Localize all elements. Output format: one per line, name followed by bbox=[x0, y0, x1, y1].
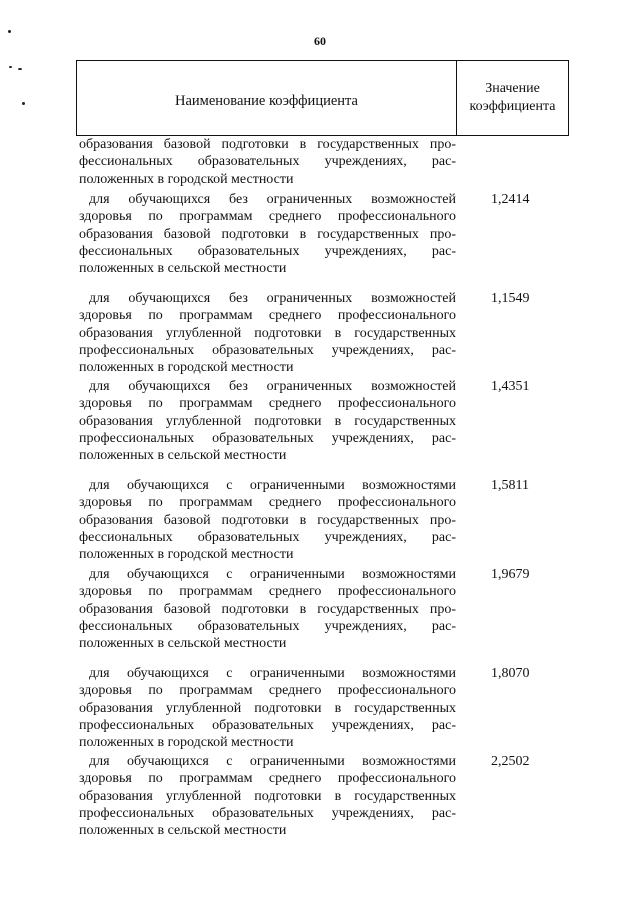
column-header-value bbox=[457, 61, 568, 135]
table-row bbox=[79, 378, 549, 464]
description-line: образования базовой подготовки в государственных про- bbox=[79, 601, 456, 617]
description-line: образования углубленной подготовки в государственных bbox=[79, 413, 456, 429]
description-line: для обучающихся с ограниченными возможностями bbox=[89, 478, 456, 493]
column-header-name: Наименование коэффициента bbox=[77, 61, 457, 135]
column-header-value-line2: коэффициента bbox=[469, 99, 556, 114]
coefficient-value: 2,2502 bbox=[491, 754, 530, 769]
description-line: для обучающихся с ограниченными возможностями bbox=[89, 666, 456, 681]
description-line: образования базовой подготовки в государственных про- bbox=[79, 512, 456, 528]
coefficient-description bbox=[79, 753, 456, 839]
description-line: образования углубленной подготовки в государственных bbox=[79, 325, 456, 341]
description-line: положенных в городской местности bbox=[79, 360, 294, 376]
table-row bbox=[79, 753, 549, 839]
coefficient-description bbox=[79, 566, 456, 652]
description-line: фессиональных образовательных учреждениях, рас- bbox=[79, 618, 456, 634]
description-line: профессиональных образовательных учреждениях, рас- bbox=[79, 342, 456, 358]
table-header bbox=[76, 60, 569, 136]
description-line: здоровья по программам среднего профессионального bbox=[79, 683, 456, 699]
coefficient-description bbox=[79, 191, 456, 277]
scan-speck bbox=[22, 102, 25, 105]
table-row bbox=[79, 665, 549, 751]
coefficient-description bbox=[79, 136, 456, 188]
table-row bbox=[79, 191, 549, 277]
coefficient-description bbox=[79, 477, 456, 563]
scan-speck bbox=[18, 68, 22, 70]
description-line: для обучающихся без ограниченных возможностей bbox=[89, 291, 456, 306]
description-line: положенных в сельской местности bbox=[79, 823, 287, 839]
description-line: образования базовой подготовки в государственных про- bbox=[79, 137, 456, 152]
description-line: здоровья по программам среднего профессионального bbox=[79, 209, 456, 225]
coefficient-value: 1,5811 bbox=[491, 478, 529, 493]
description-line: положенных в сельской местности bbox=[79, 636, 287, 652]
description-line: для обучающихся с ограниченными возможностями bbox=[89, 567, 456, 582]
description-line: положенных в городской местности bbox=[79, 171, 294, 187]
description-line: профессиональных образовательных учреждениях, рас- bbox=[79, 805, 456, 821]
description-line: положенных в городской местности bbox=[79, 547, 294, 563]
coefficient-value: 1,2414 bbox=[491, 192, 530, 207]
description-line: образования углубленной подготовки в государственных bbox=[79, 788, 456, 804]
table-row bbox=[79, 566, 549, 652]
description-line: для обучающихся без ограниченных возможностей bbox=[89, 379, 456, 394]
page-number: 60 bbox=[314, 34, 326, 48]
coefficient-description bbox=[79, 378, 456, 464]
description-line: профессиональных образовательных учреждениях, рас- bbox=[79, 717, 456, 733]
scan-speck bbox=[9, 66, 12, 68]
table-row bbox=[79, 477, 549, 563]
coefficient-description bbox=[79, 665, 456, 751]
description-line: положенных в сельской местности bbox=[79, 448, 287, 464]
description-line: для обучающихся без ограниченных возможностей bbox=[89, 192, 456, 207]
description-line: фессиональных образовательных учреждениях, рас- bbox=[79, 154, 456, 170]
coefficient-description bbox=[79, 290, 456, 376]
description-line: образования базовой подготовки в государственных про- bbox=[79, 226, 456, 242]
description-line: здоровья по программам среднего профессионального bbox=[79, 771, 456, 787]
description-line: для обучающихся с ограниченными возможностями bbox=[89, 754, 456, 769]
coefficient-value: 1,8070 bbox=[491, 666, 530, 681]
scan-speck bbox=[8, 30, 11, 33]
description-line: фессиональных образовательных учреждениях, рас- bbox=[79, 243, 456, 259]
description-line: профессиональных образовательных учреждениях, рас- bbox=[79, 430, 456, 446]
coefficient-value: 1,9679 bbox=[491, 567, 530, 582]
coefficient-value: 1,4351 bbox=[491, 379, 530, 394]
coefficient-value: 1,1549 bbox=[491, 291, 530, 306]
description-line: положенных в городской местности bbox=[79, 735, 294, 751]
table-row bbox=[79, 290, 549, 376]
description-line: фессиональных образовательных учреждениях, рас- bbox=[79, 529, 456, 545]
description-line: здоровья по программам среднего профессионального bbox=[79, 308, 456, 324]
table-row bbox=[79, 136, 549, 188]
description-line: здоровья по программам среднего профессионального bbox=[79, 396, 456, 412]
description-line: здоровья по программам среднего профессионального bbox=[79, 584, 456, 600]
description-line: здоровья по программам среднего профессионального bbox=[79, 495, 456, 511]
description-line: положенных в сельской местности bbox=[79, 261, 287, 277]
column-header-value-line1: Значение bbox=[485, 81, 540, 96]
description-line: образования углубленной подготовки в государственных bbox=[79, 700, 456, 716]
